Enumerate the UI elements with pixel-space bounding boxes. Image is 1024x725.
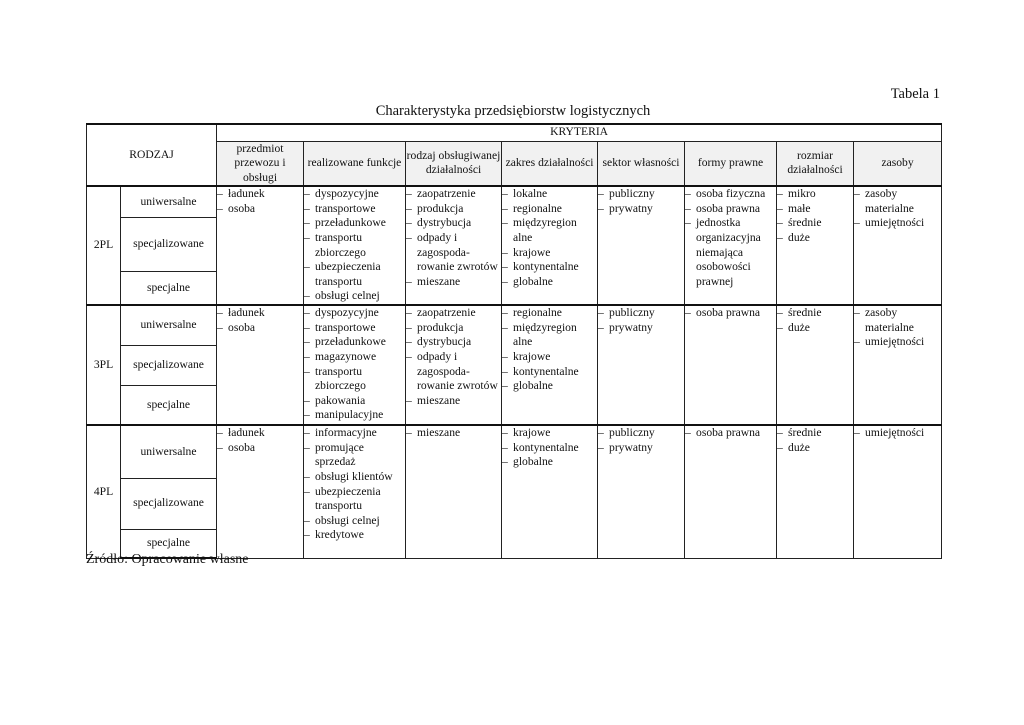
cell-rodzaj-dzialalnosci	[406, 186, 502, 305]
dash-bullet: –	[598, 320, 604, 334]
item-text: regionalne	[513, 306, 562, 320]
dash-bullet: –	[304, 306, 310, 320]
item-text: zasoby materialne	[865, 187, 914, 215]
item-text: krajowe	[513, 245, 551, 259]
list-item	[502, 365, 597, 380]
dash-bullet: –	[685, 306, 691, 320]
cell-zakres	[502, 305, 598, 425]
item-text: dystrybucja	[417, 216, 472, 230]
subtype-label: specjalizowane	[121, 478, 217, 529]
item-text: osoba	[228, 201, 256, 215]
list-item	[304, 485, 405, 514]
dash-bullet: –	[304, 335, 310, 349]
item-text: osoba	[228, 320, 256, 334]
list-item	[685, 202, 776, 217]
list-item	[854, 306, 941, 335]
item-text: lokalne	[513, 187, 548, 201]
item-text: średnie	[788, 216, 822, 230]
item-text: publiczny	[609, 187, 655, 201]
list-item	[777, 231, 853, 246]
dash-bullet: –	[598, 306, 604, 320]
list-item	[304, 289, 405, 304]
dash-bullet: –	[854, 216, 860, 230]
cell-formy-prawne	[685, 425, 777, 558]
list-item	[406, 216, 501, 231]
logistics-enterprises-table	[86, 123, 942, 559]
list-item	[304, 408, 405, 423]
item-text: umiejętności	[865, 426, 925, 440]
column-header-rozmiar: rozmiar działalności	[777, 141, 854, 186]
list-item	[502, 260, 597, 275]
dash-bullet: –	[854, 306, 860, 320]
item-text: przeładunkowe	[315, 335, 386, 349]
dash-bullet: –	[502, 320, 508, 334]
dash-bullet: –	[304, 187, 310, 201]
item-text: transportowe	[315, 201, 376, 215]
list-item	[304, 350, 405, 365]
dash-bullet: –	[406, 216, 412, 230]
list-item	[854, 335, 941, 350]
column-header-sektor: sektor własności	[598, 141, 685, 186]
table-number: Tabela 1	[890, 86, 940, 102]
list-item	[502, 350, 597, 365]
dash-bullet: –	[598, 201, 604, 215]
item-text: publiczny	[609, 426, 655, 440]
list-item	[685, 306, 776, 321]
subtype-label: specjalne	[121, 271, 217, 305]
dash-bullet: –	[502, 455, 508, 469]
dash-bullet: –	[502, 274, 508, 288]
list-item	[217, 321, 303, 336]
subtype-label: specjalizowane	[121, 217, 217, 271]
dash-bullet: –	[777, 231, 783, 245]
list-item	[304, 426, 405, 441]
list-item	[777, 321, 853, 336]
dash-bullet: –	[304, 289, 310, 303]
cell-przedmiot	[217, 305, 304, 425]
dash-bullet: –	[217, 320, 223, 334]
list-item	[777, 426, 853, 441]
dash-bullet: –	[217, 201, 223, 215]
dash-bullet: –	[304, 513, 310, 527]
dash-bullet: –	[406, 187, 412, 201]
list-item	[304, 394, 405, 409]
item-text: zaopatrzenie	[417, 187, 476, 201]
list-item	[406, 321, 501, 336]
item-text: transportu zbiorczego	[315, 364, 366, 393]
cell-formy-prawne	[685, 305, 777, 425]
dash-bullet: –	[598, 187, 604, 201]
column-header-funkcje: realizowane funkcje	[304, 141, 406, 186]
cell-rozmiar	[777, 305, 854, 425]
item-text: pakowania	[315, 393, 366, 407]
dash-bullet: –	[502, 260, 508, 274]
dash-bullet: –	[502, 216, 508, 230]
list-item	[406, 335, 501, 350]
cell-zasoby	[854, 425, 942, 558]
list-item	[777, 306, 853, 321]
dash-bullet: –	[304, 470, 310, 484]
item-text: produkcja	[417, 201, 464, 215]
list-item	[304, 335, 405, 350]
table-row	[87, 186, 942, 217]
cell-funkcje	[304, 305, 406, 425]
list-item	[854, 426, 941, 441]
item-text: osoba prawna	[696, 426, 761, 440]
dash-bullet: –	[304, 528, 310, 542]
kryteria-header: KRYTERIA	[217, 124, 942, 141]
column-header-przedmiot: przedmiot przewozu i obsługi	[217, 141, 304, 186]
list-item	[598, 426, 684, 441]
item-text: globalne	[513, 274, 553, 288]
list-item	[217, 202, 303, 217]
dash-bullet: –	[777, 440, 783, 454]
item-text: transportu zbiorczego	[315, 231, 366, 259]
list-item	[304, 216, 405, 231]
item-text: prywatny	[609, 201, 653, 215]
list-item	[406, 350, 501, 394]
dash-bullet: –	[777, 306, 783, 320]
table-row	[87, 425, 942, 478]
source-note: Źródło: Opracowanie własne	[86, 552, 249, 567]
cell-formy-prawne	[685, 186, 777, 305]
group-label: 2PL	[87, 186, 121, 305]
group-label: 4PL	[87, 425, 121, 558]
list-item	[304, 306, 405, 321]
item-text: ładunek	[228, 306, 265, 320]
list-item	[502, 246, 597, 261]
item-text: magazynowe	[315, 350, 377, 364]
list-item	[685, 426, 776, 441]
item-text: dyspozycyjne	[315, 187, 379, 201]
dash-bullet: –	[685, 426, 691, 440]
item-text: duże	[788, 231, 810, 245]
cell-sektor	[598, 425, 685, 558]
list-item	[217, 306, 303, 321]
item-text: globalne	[513, 379, 553, 393]
item-text: jednostka organizacyjna niemająca osobowości prawnej	[696, 216, 761, 288]
dash-bullet: –	[304, 364, 310, 378]
item-text: międzyregion alne	[513, 216, 577, 245]
list-item	[406, 306, 501, 321]
list-item	[502, 321, 597, 350]
item-text: prywatny	[609, 440, 653, 454]
dash-bullet: –	[406, 201, 412, 215]
group-label: 3PL	[87, 305, 121, 425]
list-item	[777, 216, 853, 231]
list-item	[304, 441, 405, 470]
dash-bullet: –	[304, 426, 310, 440]
item-text: krajowe	[513, 426, 551, 440]
column-header-rodzaj-dzialalnosci: rodzaj obsługiwanej działalności	[406, 141, 502, 186]
item-text: mieszane	[417, 274, 461, 288]
item-text: umiejętności	[865, 216, 925, 230]
list-item	[502, 441, 597, 456]
dash-bullet: –	[598, 426, 604, 440]
list-item	[685, 216, 776, 289]
dash-bullet: –	[217, 187, 223, 201]
item-text: informacyjne	[315, 426, 377, 440]
list-item	[406, 231, 501, 275]
list-item	[406, 187, 501, 202]
item-text: mieszane	[417, 393, 461, 407]
dash-bullet: –	[406, 320, 412, 334]
item-text: regionalne	[513, 201, 562, 215]
dash-bullet: –	[777, 201, 783, 215]
list-item	[502, 275, 597, 290]
item-text: średnie	[788, 306, 822, 320]
dash-bullet: –	[406, 335, 412, 349]
item-text: średnie	[788, 426, 822, 440]
item-text: produkcja	[417, 320, 464, 334]
item-text: publiczny	[609, 306, 655, 320]
dash-bullet: –	[502, 440, 508, 454]
dash-bullet: –	[598, 440, 604, 454]
item-text: międzyregion alne	[513, 320, 577, 349]
cell-rozmiar	[777, 186, 854, 305]
dash-bullet: –	[854, 335, 860, 349]
list-item	[598, 202, 684, 217]
list-item	[304, 514, 405, 529]
list-item	[854, 216, 941, 231]
item-text: zasoby materialne	[865, 306, 914, 334]
dash-bullet: –	[685, 216, 691, 230]
item-text: umiejętności	[865, 335, 925, 349]
item-text: kredytowe	[315, 528, 364, 542]
list-item	[502, 455, 597, 470]
list-item	[854, 187, 941, 216]
dash-bullet: –	[304, 320, 310, 334]
cell-rodzaj-dzialalnosci	[406, 305, 502, 425]
subtype-label: uniwersalne	[121, 186, 217, 217]
item-text: obsługi celnej	[315, 513, 380, 527]
dash-bullet: –	[502, 426, 508, 440]
dash-bullet: –	[777, 320, 783, 334]
item-text: dyspozycyjne	[315, 306, 379, 320]
cell-sektor	[598, 186, 685, 305]
cell-zakres	[502, 186, 598, 305]
item-text: ubezpieczenia transportu	[315, 260, 381, 288]
column-header-zasoby: zasoby	[854, 141, 942, 186]
cell-funkcje	[304, 425, 406, 558]
item-text: duże	[788, 440, 810, 454]
item-text: obsługi klientów	[315, 470, 393, 484]
cell-zasoby	[854, 186, 942, 305]
list-item	[304, 202, 405, 217]
dash-bullet: –	[502, 364, 508, 378]
dash-bullet: –	[304, 440, 310, 454]
item-text: osoba	[228, 440, 256, 454]
item-text: obsługi celnej	[315, 289, 380, 303]
list-item	[304, 528, 405, 543]
subtype-label: specjalne	[121, 529, 217, 558]
item-text: małe	[788, 201, 811, 215]
cell-zakres	[502, 425, 598, 558]
dash-bullet: –	[854, 187, 860, 201]
cell-przedmiot	[217, 186, 304, 305]
subtype-label: uniwersalne	[121, 305, 217, 345]
dash-bullet: –	[502, 201, 508, 215]
dash-bullet: –	[406, 350, 412, 364]
dash-bullet: –	[502, 187, 508, 201]
list-item	[598, 306, 684, 321]
list-item	[217, 426, 303, 441]
cell-sektor	[598, 305, 685, 425]
item-text: manipulacyjne	[315, 408, 384, 422]
item-text: zaopatrzenie	[417, 306, 476, 320]
dash-bullet: –	[502, 245, 508, 259]
dash-bullet: –	[304, 393, 310, 407]
dash-bullet: –	[304, 484, 310, 498]
dash-bullet: –	[406, 393, 412, 407]
rodzaj-header: RODZAJ	[87, 124, 217, 186]
item-text: prywatny	[609, 320, 653, 334]
column-header-zakres: zakres działalności	[502, 141, 598, 186]
dash-bullet: –	[304, 231, 310, 245]
list-item	[406, 202, 501, 217]
item-text: globalne	[513, 455, 553, 469]
dash-bullet: –	[502, 379, 508, 393]
table-title: Charakterystyka przedsiębiorstw logistycznych	[375, 103, 651, 119]
dash-bullet: –	[304, 216, 310, 230]
list-item	[502, 379, 597, 394]
cell-funkcje	[304, 186, 406, 305]
dash-bullet: –	[304, 350, 310, 364]
list-item	[304, 321, 405, 336]
dash-bullet: –	[304, 201, 310, 215]
list-item	[304, 187, 405, 202]
list-item	[502, 202, 597, 217]
item-text: promujące sprzedaż	[315, 440, 364, 469]
list-item	[406, 275, 501, 290]
subtype-label: uniwersalne	[121, 425, 217, 478]
item-text: ładunek	[228, 187, 265, 201]
table-row	[87, 305, 942, 345]
dash-bullet: –	[217, 426, 223, 440]
list-item	[502, 216, 597, 245]
column-header-formy-prawne: formy prawne	[685, 141, 777, 186]
item-text: kontynentalne	[513, 260, 579, 274]
dash-bullet: –	[685, 201, 691, 215]
list-item	[304, 470, 405, 485]
list-item	[685, 187, 776, 202]
list-item	[406, 426, 501, 441]
dash-bullet: –	[304, 408, 310, 422]
dash-bullet: –	[777, 187, 783, 201]
item-text: odpady i zagospoda- rowanie zwrotów	[417, 350, 498, 393]
item-text: dystrybucja	[417, 335, 472, 349]
item-text: krajowe	[513, 350, 551, 364]
dash-bullet: –	[406, 426, 412, 440]
list-item	[777, 187, 853, 202]
dash-bullet: –	[685, 187, 691, 201]
list-item	[406, 394, 501, 409]
dash-bullet: –	[406, 231, 412, 245]
cell-zasoby	[854, 305, 942, 425]
dash-bullet: –	[502, 350, 508, 364]
item-text: osoba prawna	[696, 306, 761, 320]
item-text: mieszane	[417, 426, 461, 440]
list-item	[777, 202, 853, 217]
dash-bullet: –	[406, 306, 412, 320]
subtype-label: specjalne	[121, 385, 217, 425]
list-item	[502, 426, 597, 441]
list-item	[502, 306, 597, 321]
dash-bullet: –	[777, 426, 783, 440]
list-item	[217, 187, 303, 202]
list-item	[217, 441, 303, 456]
subtype-label: specjalizowane	[121, 345, 217, 385]
list-item	[502, 187, 597, 202]
dash-bullet: –	[406, 274, 412, 288]
item-text: ładunek	[228, 426, 265, 440]
list-item	[777, 441, 853, 456]
list-item	[598, 321, 684, 336]
dash-bullet: –	[217, 306, 223, 320]
item-text: mikro	[788, 187, 816, 201]
list-item	[304, 231, 405, 260]
item-text: kontynentalne	[513, 364, 579, 378]
dash-bullet: –	[217, 440, 223, 454]
dash-bullet: –	[854, 426, 860, 440]
cell-rodzaj-dzialalnosci	[406, 425, 502, 558]
list-item	[598, 187, 684, 202]
dash-bullet: –	[304, 260, 310, 274]
item-text: odpady i zagospoda- rowanie zwrotów	[417, 231, 498, 274]
item-text: ubezpieczenia transportu	[315, 484, 381, 513]
item-text: przeładunkowe	[315, 216, 386, 230]
item-text: kontynentalne	[513, 440, 579, 454]
list-item	[304, 365, 405, 394]
item-text: osoba prawna	[696, 201, 761, 215]
list-item	[598, 441, 684, 456]
dash-bullet: –	[777, 216, 783, 230]
list-item	[304, 260, 405, 289]
item-text: transportowe	[315, 320, 376, 334]
dash-bullet: –	[502, 306, 508, 320]
cell-rozmiar	[777, 425, 854, 558]
cell-przedmiot	[217, 425, 304, 558]
item-text: osoba fizyczna	[696, 187, 766, 201]
item-text: duże	[788, 320, 810, 334]
